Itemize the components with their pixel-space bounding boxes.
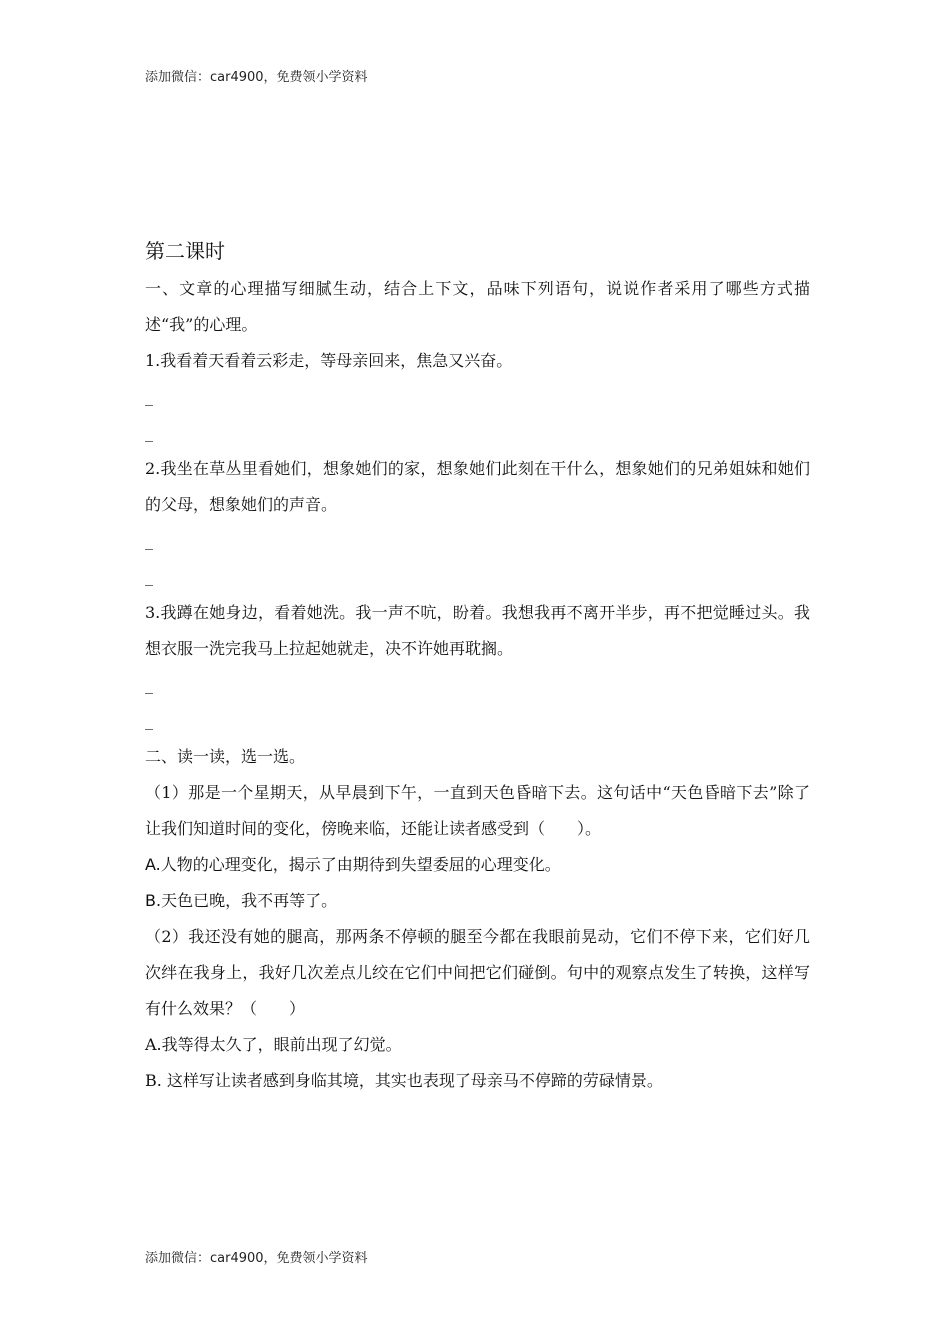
section1-item-3: 3.我蹲在她身边，看着她洗。我一声不吭，盼着。我想我再不离开半步，再不把觉睡过头。我想衣服一洗完我马上拉起她就走，决不许她再耽搁。: [145, 603, 810, 658]
section1-item-1: 1.我看着天看着云彩走，等母亲回来，焦急又兴奋。: [145, 351, 513, 370]
answer-blank[interactable]: _: [145, 387, 153, 406]
question-1-stem: （1）那是一个星期天，从早晨到下午，一直到天色昏暗下去。这句话中“天色昏暗下去”除了让我们知道时间的变化，傍晚来临，还能让读者感受到（ ）。: [145, 783, 810, 838]
page-header: 添加微信：car4900，免费领小学资料: [145, 70, 368, 85]
question-1-option-b[interactable]: B.天色已晚，我不再等了。: [145, 891, 338, 910]
answer-blank[interactable]: _: [145, 531, 153, 550]
lesson-title: 第二课时: [145, 239, 225, 263]
answer-blank[interactable]: _: [145, 423, 153, 442]
section1-prompt: 一、文章的心理描写细腻生动，结合上下文，品味下列语句，说说作者采用了哪些方式描述“我”的心理。: [145, 279, 810, 334]
question-2-stem: （2）我还没有她的腿高，那两条不停顿的腿至今都在我眼前晃动，它们不停下来，它们好几次绊在我身上，我好几次差点儿绞在它们中间把它们碰倒。句中的观察点发生了转换，这样写有什么效果？（ ）: [145, 927, 810, 1018]
answer-blank[interactable]: _: [145, 711, 153, 730]
section2-prompt: 二、读一读，选一选。: [145, 747, 306, 766]
question-2-option-b[interactable]: B. 这样写让读者感到身临其境，其实也表现了母亲马不停蹄的劳碌情景。: [145, 1071, 663, 1090]
question-1-option-a[interactable]: A.人物的心理变化，揭示了由期待到失望委屈的心理变化。: [145, 855, 561, 874]
answer-blank[interactable]: _: [145, 675, 153, 694]
page-footer: 添加微信：car4900，免费领小学资料: [145, 1251, 368, 1266]
answer-blank[interactable]: _: [145, 567, 153, 586]
section1-item-2: 2.我坐在草丛里看她们，想象她们的家，想象她们此刻在干什么，想象她们的兄弟姐妹和她们的父母，想象她们的声音。: [145, 459, 810, 514]
question-2-option-a[interactable]: A.我等得太久了，眼前出现了幻觉。: [145, 1035, 402, 1054]
worksheet-content: [145, 235, 810, 1099]
